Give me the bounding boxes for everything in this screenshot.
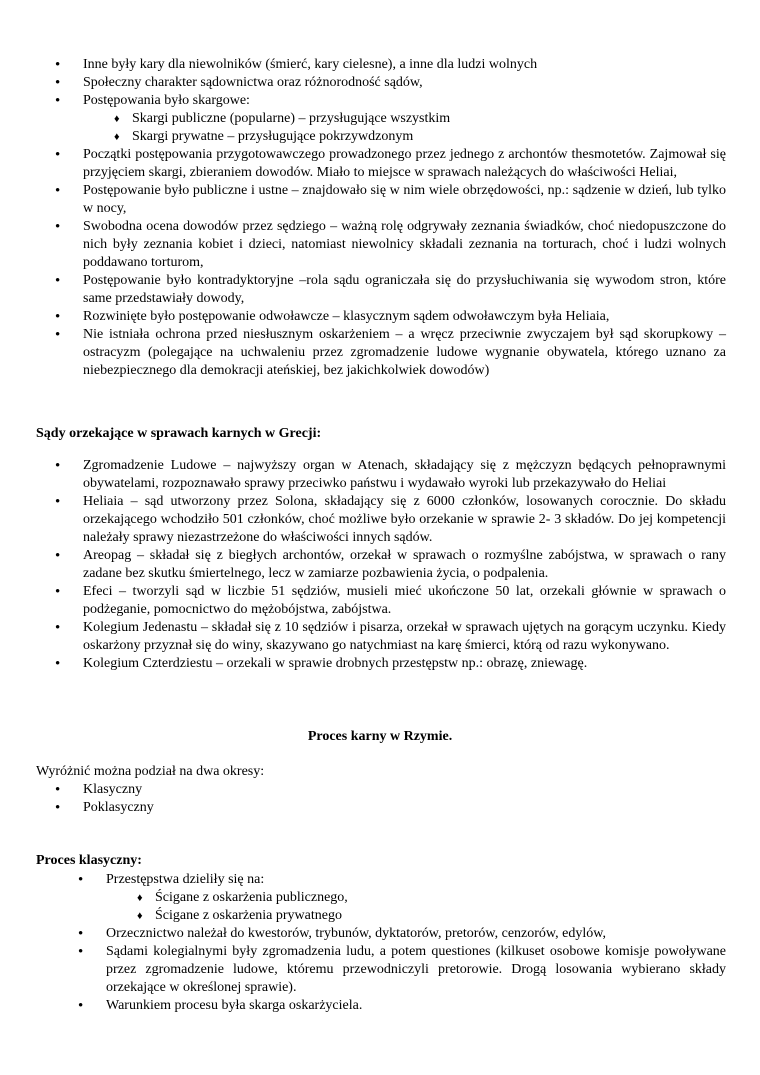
list-item: • Heliaia – sąd utworzony przez Solona, składający się z 6000 członków, losowanych corocznie. Do składu orzekającego wchodziło 501 członków, choć możliwe było orzekanie w sprawie 2- 3 składów. Do jej kompetencji należały sprawy niezastrzeżone do właściwości innych sądów. <box>36 493 726 547</box>
list-item: • Kolegium Czterdziestu – orzekali w sprawie drobnych przestępstw np.: obrazę, zniewagę. <box>36 655 726 673</box>
bullet-list-4 <box>59 871 726 889</box>
section-heading-rome: Proces karny w Rzymie. <box>307 729 453 744</box>
bullet-list-1 <box>36 56 726 110</box>
list-item: • Nie istniała ochrona przed niesłusznym oskarżeniem – a wręcz przeciwnie zwyczajem był sąd skorupkowy – ostracyzm (polegające na uchwaleniu przez zgromadzenie ludowe wygnanie obywatela, którego uznano za niebezpiecznego dla demokracji ateńskiej, bez jakichkolwiek dowodów) <box>36 326 726 380</box>
list-item: • Przestępstwa dzieliły się na: <box>59 871 726 889</box>
sub-list-item: ♦ Skargi publiczne (popularne) – przysługujące wszystkim <box>83 110 726 128</box>
diamond-sublist-4 <box>106 889 726 925</box>
list-item: • Poklasyczny <box>36 799 726 817</box>
list-item: • Postępowanie było kontradyktoryjne –rola sądu ograniczała się do przysłuchiwania się wywodom stron, które same przedstawiały dowody, <box>36 272 726 308</box>
sub-list-item: ♦ Ścigane z oskarżenia publicznego, <box>106 889 726 907</box>
list-item: • Sądami kolegialnymi były zgromadzenia ludu, a potem questiones (kilkuset osobowe komisje powoływane przez zgromadzenie ludowe, któremu przewodniczyli pretorowie. Drogą losowania wybierano składy orzekające w określonej sprawie). <box>59 943 726 997</box>
bullet-list-2 <box>36 457 726 673</box>
section-1 <box>36 56 726 380</box>
list-item: • Społeczny charakter sądownictwa oraz różnorodność sądów, <box>36 74 726 92</box>
list-item: • Swobodna ocena dowodów przez sędziego – ważną rolę odgrywały zeznania świadków, choć niedopuszczone do nich były zeznania kobiet i dzieci, natomiast niewolnicy składali zeznania na torturach, choć i ludzi wolnych poddawano torturom, <box>36 218 726 272</box>
list-item: • Zgromadzenie Ludowe – najwyższy organ w Atenach, składający się z mężczyzn będących pełnoprawnymi obywatelami, rozpoznawało sprawy przeciwko państwu i wydawało wyroki lub przekazywało do Heliai <box>36 457 726 493</box>
list-item: • Rozwinięte było postępowanie odwoławcze – klasycznym sądem odwoławczym była Heliaia, <box>36 308 726 326</box>
sub-list-item: ♦ Skargi prywatne – przysługujące pokrzywdzonym <box>83 128 726 146</box>
bullet-list-3 <box>36 781 726 817</box>
section-heading-greek-courts: Sądy orzekające w sprawach karnych w Grecji: <box>36 426 322 441</box>
list-item: • Postępowania było skargowe: <box>36 92 726 110</box>
list-item: • Efeci – tworzyli sąd w liczbie 51 sędziów, musieli mieć ukończone 50 lat, orzekali głównie w sprawach o podżeganie, pomocnictwo do mężobójstwa, zabójstwa. <box>36 583 726 619</box>
list-item: • Inne były kary dla niewolników (śmierć, kary cielesne), a inne dla ludzi wolnych <box>36 56 726 74</box>
list-item: • Kolegium Jedenastu – składał się z 10 sędziów i pisarza, orzekał w sprawach ujętych na gorącym uczynku. Kiedy oskarżony przyznał się do winy, skazywano go natychmiast na karę śmierci, którą od razu wykonywano. <box>36 619 726 655</box>
section-4 <box>59 871 726 1015</box>
bullet-list-4b <box>59 925 726 1015</box>
intro-text: Wyróżnić można podział na dwa okresy: <box>36 764 265 779</box>
list-item: • Orzecznictwo należał do kwestorów, trybunów, dyktatorów, pretorów, cenzorów, edylów, <box>59 925 726 943</box>
bullet-list-1b <box>36 146 726 380</box>
section-3 <box>36 781 726 817</box>
section-heading-classic-process: Proces klasyczny: <box>36 853 142 868</box>
list-item: • Warunkiem procesu była skarga oskarżyciela. <box>59 997 726 1015</box>
list-item: • Klasyczny <box>36 781 726 799</box>
list-item: • Postępowanie było publiczne i ustne – znajdowało się w nim wiele obrzędowości, np.: sądzenie w dzień, lub tylko w nocy, <box>36 182 726 218</box>
diamond-sublist-1 <box>83 110 726 146</box>
list-item: • Początki postępowania przygotowawczego prowadzonego przez jednego z archontów thesmotetów. Zajmował się przyjęciem skargi, zbieraniem dowodów. Miało to miejsce w sprawach należących do właściwości Heliai, <box>36 146 726 182</box>
section-2 <box>36 457 726 673</box>
list-item: • Areopag – składał się z biegłych archontów, orzekał w sprawach o rozmyślne zabójstwa, w sprawach o rany zadane bez skutku śmiertelnego, lecz w zamiarze pozbawienia życia, o podpalenia. <box>36 547 726 583</box>
sub-list-item: ♦ Ścigane z oskarżenia prywatnego <box>106 907 726 925</box>
